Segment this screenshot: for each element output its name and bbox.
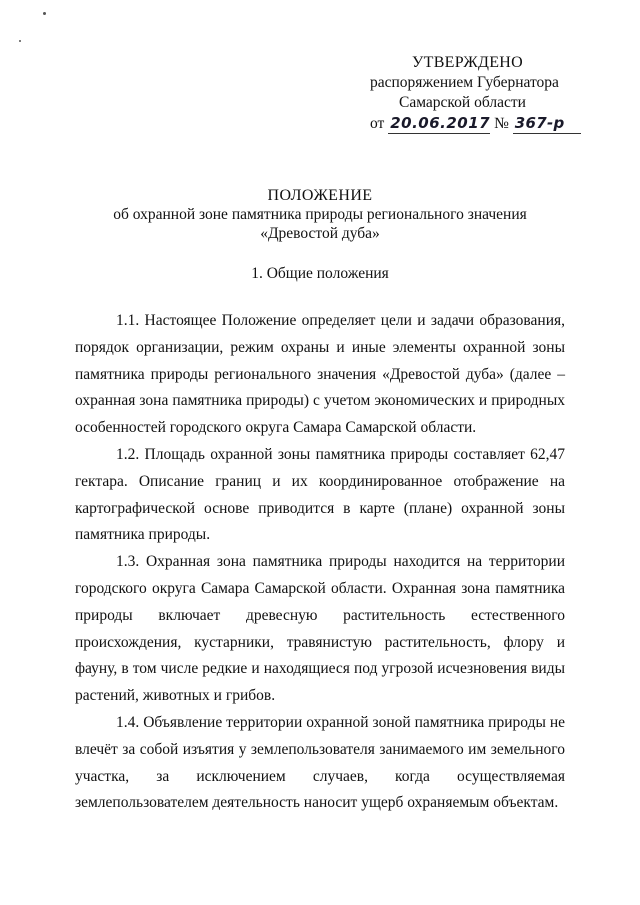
document-title-block [60,186,580,243]
approval-date-number [366,113,586,134]
approval-heading: УТВЕРЖДЕНО [412,54,524,71]
paragraph-1-2: 1.2. Площадь охранной зоны памятника природы составляет 62,47 гектара. Описание границ и их координированное отображение на картографической основе приводится в карте (плане) охранной зоны памятника природы. [75,445,565,544]
document-subtitle-name: «Древостой дуба» [260,225,380,242]
scan-speck [43,12,46,15]
paragraph-1-1: 1.1. Настоящее Положение определяет цели и задачи образования, порядок организации, режим охраны и иные элементы охранной зоны памятника природы регионального значения «Древостой дуба» (далее – охранная зона памятника природы) с учетом экономических и природных особенностей городского округа Самара Самарской области. [75,312,565,437]
approval-stamp-block [366,53,586,134]
section-heading: 1. Общие положения [251,265,389,282]
number-sign: № [494,115,509,132]
document-title: ПОЛОЖЕНИЕ [267,187,373,204]
document-subtitle: об охранной зоне памятника природы регионального значения [113,206,527,223]
scan-speck [19,40,21,42]
handwritten-date: 20.06.2017 [390,114,491,132]
approval-line-region: Самарской области [399,94,526,111]
handwritten-number: 367-р [513,113,581,134]
document-body [75,308,565,817]
paragraph-1-4: 1.4. Объявление территории охранной зоной памятника природы не влечёт за собой изъятия у землепользователя занимаемого им земельного участка, за исключением случаев, когда осуществляемая землепользователем деятельность наносит ущерб охраняемым объектам. [75,713,565,812]
approval-line-governor: распоряжением Губернатора [370,74,559,91]
approval-prefix: от [370,115,385,132]
paragraph-1-3: 1.3. Охранная зона памятника природы находится на территории городского округа Самара Самарской области. Охранная зона памятника природы включает древесную растительность естественного происхождения, кустарники, травянистую растительность, флору и фауну, в том числе редкие и находящиеся под угрозой исчезновения виды растений, животных и грибов. [75,553,565,705]
